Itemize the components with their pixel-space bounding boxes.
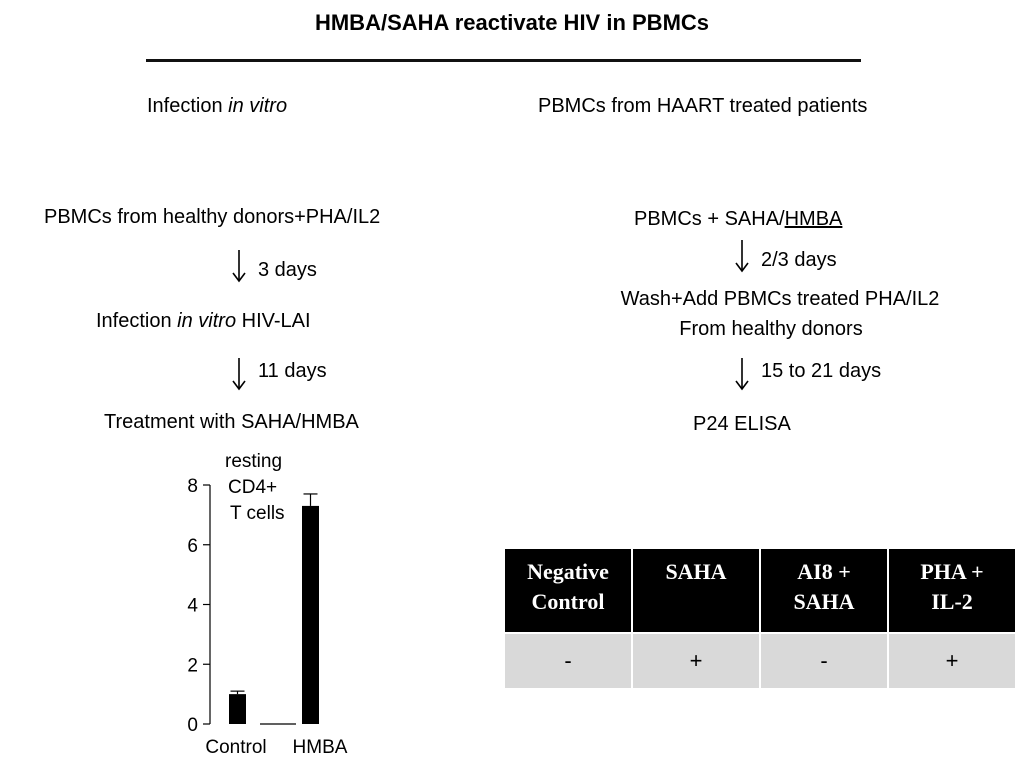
x-tick-label: HMBA — [292, 737, 348, 758]
down-arrow-icon — [229, 248, 249, 284]
y-tick-label: 4 — [187, 595, 198, 617]
table-header-line: AI8 + — [797, 559, 851, 584]
left-header-text: Infection — [147, 95, 229, 117]
bar — [302, 506, 319, 724]
table-header-cell — [632, 548, 760, 633]
left-header-italic: in vitro — [228, 95, 288, 117]
table-header-cell — [760, 548, 888, 633]
table-header-line: IL-2 — [931, 589, 973, 614]
right-header: PBMCs from HAART treated patients — [538, 95, 868, 117]
left-step-3: Treatment with SAHA/HMBA — [104, 411, 359, 433]
table-header-line: Control — [531, 589, 605, 614]
right-step-1 — [634, 208, 842, 231]
bar — [229, 694, 246, 724]
left-header — [147, 95, 287, 118]
left-arrow-2-label: 11 days — [258, 360, 327, 382]
table-header-row — [504, 548, 1016, 633]
right-arrow-1-label: 2/3 days — [761, 249, 837, 271]
y-tick-label: 6 — [187, 535, 198, 557]
table-cell: - — [760, 633, 888, 689]
bar-chart — [150, 440, 380, 765]
right-step-2-line-1: Wash+Add PBMCs treated PHA/IL2 — [620, 288, 940, 310]
table-header-line: SAHA — [665, 559, 727, 584]
chart-annotation: CD4+ — [228, 477, 278, 498]
right-step-1-underlined: HMBA — [784, 208, 843, 230]
table-row — [504, 633, 1016, 689]
table-header-line: PHA + — [920, 559, 984, 584]
results-table — [503, 547, 1017, 690]
left-step-2-suffix: HIV-LAI — [236, 310, 311, 332]
right-step-2-line-2: From healthy donors — [679, 318, 863, 340]
chart-annotation: T cells — [230, 503, 285, 524]
chart-annotation: resting — [225, 451, 283, 472]
right-arrow-2-label: 15 to 21 days — [761, 360, 882, 382]
table-header-cell — [888, 548, 1016, 633]
table-header-cell — [504, 548, 632, 633]
right-step-3: P24 ELISA — [693, 413, 791, 435]
left-arrow-1-label: 3 days — [258, 259, 317, 281]
table-header-line: SAHA — [793, 589, 855, 614]
down-arrow-icon — [732, 356, 752, 392]
table-cell: + — [888, 633, 1016, 689]
left-step-2-italic: in vitro — [177, 310, 237, 332]
down-arrow-icon — [732, 238, 752, 274]
left-step-1: PBMCs from healthy donors+PHA/IL2 — [44, 206, 381, 228]
y-tick-label: 0 — [187, 715, 198, 736]
left-step-2-text: Infection — [96, 310, 178, 332]
left-step-2 — [96, 310, 311, 333]
y-tick-label: 8 — [187, 476, 198, 497]
table-header-line: Negative — [527, 559, 609, 584]
right-step-1-text: PBMCs + SAHA/ — [634, 208, 785, 230]
down-arrow-icon — [229, 356, 249, 392]
title-divider — [146, 59, 861, 62]
table-cell: - — [504, 633, 632, 689]
x-tick-label: Control — [205, 737, 267, 758]
y-tick-label: 2 — [187, 655, 198, 677]
slide-title: HMBA/SAHA reactivate HIV in PBMCs — [314, 10, 710, 35]
table-cell: + — [632, 633, 760, 689]
